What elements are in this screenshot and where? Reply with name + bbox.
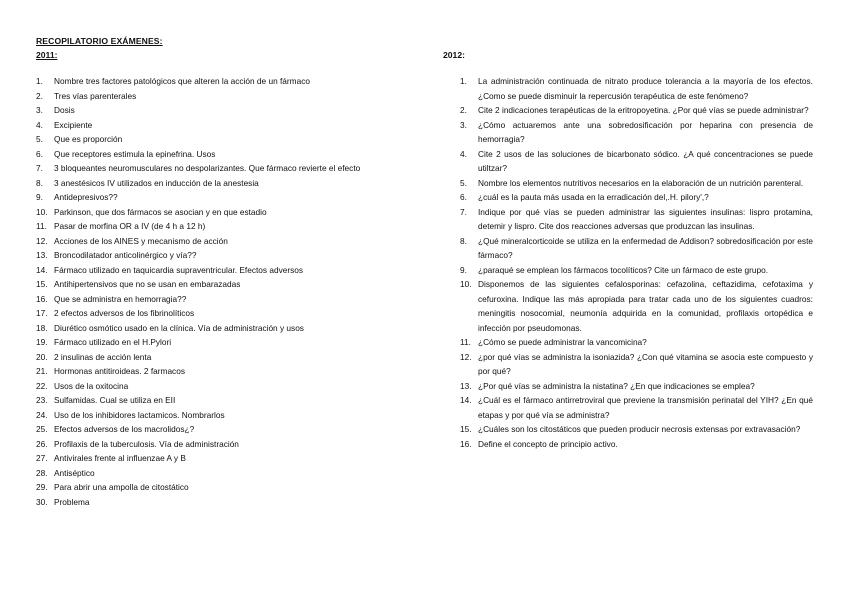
question-number: 23. <box>36 395 48 405</box>
question-number: 16. <box>460 438 472 449</box>
question-text: Que se administra en hemorragia?? <box>54 293 187 304</box>
question-text: 2 insulinas de acción lenta <box>54 351 152 362</box>
question-item <box>443 205 813 234</box>
question-number: 2. <box>36 90 43 101</box>
question-item <box>443 74 813 103</box>
question-item <box>36 480 416 495</box>
question-item <box>36 306 416 321</box>
question-text: Acciones de los AINES y mecanismo de acción <box>54 235 228 246</box>
question-item <box>36 335 416 350</box>
question-text: Antidepresivos?? <box>54 192 118 202</box>
question-number: 24. <box>36 409 48 420</box>
question-number: 19. <box>36 337 48 347</box>
question-text: Hormonas antitiroideas. 2 farmacos <box>54 366 185 376</box>
question-text: ¿Cómo se puede administrar la vancomicina? <box>478 337 647 347</box>
question-number: 29. <box>36 482 48 492</box>
question-item <box>443 103 813 118</box>
question-number: 22. <box>36 380 48 391</box>
question-number: 25. <box>36 424 48 434</box>
question-number: 9. <box>460 264 467 275</box>
question-text: Fármaco utilizado en taquicardia supraventricular. Efectos adversos <box>54 264 304 275</box>
question-text: Excipiente <box>54 119 93 130</box>
question-item <box>443 379 813 394</box>
question-number: 26. <box>36 438 48 449</box>
question-number: 5. <box>36 134 43 144</box>
question-text: Parkinson, que dos fármacos se asocian y en que estadio <box>54 206 267 217</box>
question-item <box>36 422 416 437</box>
question-item <box>36 393 416 408</box>
question-number: 3. <box>460 119 467 130</box>
question-text: Tres vías parenterales <box>54 90 137 101</box>
question-text: ¿cuál es la pauta más usada en la erradicación del,.H. pilory',? <box>478 192 709 202</box>
question-item <box>36 234 416 249</box>
question-number: 11. <box>460 337 471 347</box>
question-text: ¿Cómo actuaremos ante una sobredosificación por heparina con presencia de hemorragia? <box>478 119 813 144</box>
question-item <box>36 74 416 89</box>
question-number: 21. <box>36 366 48 376</box>
question-item <box>36 277 416 292</box>
question-item <box>36 118 416 133</box>
year-heading-2012: 2012: <box>443 50 465 60</box>
question-number: 10. <box>460 279 472 289</box>
question-number: 10. <box>36 206 48 217</box>
question-item <box>443 263 813 278</box>
question-text: Profilaxis de la tuberculosis. Vía de administración <box>54 438 239 449</box>
question-number: 14. <box>36 264 48 275</box>
question-text: Disponemos de las siguientes cefalosporinas: cefazolina, ceftazidima, cefotaxima y cefuroxina. Indique las más apropiada para tratar cada uno de los siguientes cuadros: meningitis nosocomial, neumonía adquirida en la comunidad, profilaxis ortopédica e infección por pseudomonas. <box>478 279 813 333</box>
question-item <box>443 422 813 437</box>
question-number: 18. <box>36 322 48 333</box>
question-item <box>443 393 813 422</box>
question-item <box>36 451 416 466</box>
question-number: 12. <box>460 351 472 362</box>
question-text: Usos de la oxitocina <box>54 380 129 391</box>
question-text: Cite 2 indicaciones terapéuticas de la eritropoyetina. ¿Por qué vías se puede administrar? <box>478 105 809 115</box>
question-item <box>36 103 416 118</box>
question-text: ¿Cuál es el fármaco antirretroviral que previene la transmisión perinatal del YIH? ¿En qué etapas y por qué vía se administra? <box>478 395 813 420</box>
question-text: Dosis <box>54 105 75 115</box>
question-text: Que es proporción <box>54 134 123 144</box>
question-item <box>36 147 416 162</box>
year-heading-2011: 2011: <box>36 50 58 60</box>
question-item <box>443 234 813 263</box>
question-text: Diurético osmótico usado en la clínica. Vía de administración y usos <box>54 322 304 333</box>
question-text: Para abrir una ampolla de citostático <box>54 482 189 492</box>
question-text: 3 anestésicos IV utilizados en inducción de la anestesia <box>54 177 259 188</box>
question-number: 20. <box>36 351 48 362</box>
question-number: 8. <box>36 177 43 188</box>
question-item <box>36 132 416 147</box>
question-number: 15. <box>36 279 48 289</box>
question-list-2011 <box>36 74 416 509</box>
question-text: 2 efectos adversos de los fibrinolíticos <box>54 308 195 318</box>
question-item <box>36 263 416 278</box>
question-item <box>443 147 813 176</box>
question-number: 12. <box>36 235 48 246</box>
question-list-2012 <box>443 74 813 451</box>
question-item <box>36 205 416 220</box>
question-number: 13. <box>460 380 472 391</box>
question-text: Cite 2 usos de las soluciones de bicarbonato sódico. ¿A qué concentraciones se puede utiltzar? <box>478 148 813 173</box>
question-text: Pasar de morfina OR a IV (de 4 h a 12 h) <box>54 221 206 231</box>
question-text: ¿Qué mineralcorticoide se utiliza en la enfermedad de Addison? sobredosificación por este fármaco? <box>478 235 813 260</box>
question-number: 2. <box>460 105 467 115</box>
question-item <box>36 466 416 481</box>
question-item <box>36 379 416 394</box>
question-text: Antivirales frente al influenzae A y B <box>54 453 186 463</box>
question-text: Fármaco utilizado en el H.Pylori <box>54 337 172 347</box>
question-text: Antiséptico <box>54 467 95 478</box>
column-2011 <box>36 50 416 509</box>
question-text: Define el concepto de principio activo. <box>478 438 618 449</box>
question-text: Problema <box>54 496 90 507</box>
question-text: Uso de los inhibidores lactamicos. Nombrarlos <box>54 409 225 420</box>
question-number: 1. <box>36 76 43 86</box>
question-item <box>443 118 813 147</box>
question-item <box>36 219 416 234</box>
question-text: ¿paraqué se emplean los fármacos tocolíticos? Cite un fármaco de este grupo. <box>478 264 769 275</box>
question-item <box>443 190 813 205</box>
question-number: 16. <box>36 293 48 304</box>
question-item <box>36 190 416 205</box>
question-number: 6. <box>460 192 467 202</box>
question-number: 13. <box>36 250 48 260</box>
question-item <box>443 335 813 350</box>
question-text: ¿por qué vías se administra la isoniazida? ¿Con qué vitamina se asocia este compuesto y por qué? <box>478 351 813 376</box>
question-number: 1. <box>460 76 467 86</box>
question-number: 5. <box>460 177 467 188</box>
question-item <box>443 350 813 379</box>
question-text: Nombre los elementos nutritivos necesarios en la elaboración de un nutrición parenteral. <box>478 177 804 188</box>
question-item <box>36 176 416 191</box>
question-number: 17. <box>36 308 48 318</box>
question-text: 3 bloqueantes neuromusculares no despolarizantes. Que fármaco revierte el efecto <box>54 163 361 173</box>
question-item <box>36 495 416 510</box>
question-text: Que receptores estimula la epinefrina. Usos <box>54 148 216 159</box>
question-text: ¿Cuáles son los citostáticos que pueden producir necrosis extensas por extravasación? <box>478 424 801 434</box>
question-item <box>36 350 416 365</box>
question-number: 15. <box>460 424 472 434</box>
question-number: 14. <box>460 395 472 405</box>
question-item <box>36 248 416 263</box>
question-text: ¿Por qué vías se administra la nistatina? ¿En que indicaciones se emplea? <box>478 380 755 391</box>
question-item <box>443 277 813 335</box>
question-item <box>443 176 813 191</box>
question-number: 6. <box>36 148 43 159</box>
question-item <box>36 161 416 176</box>
question-number: 9. <box>36 192 43 202</box>
question-text: Antihipertensivos que no se usan en embarazadas <box>54 279 241 289</box>
question-text: La administración continuada de nitrato produce tolerancia a la mayoría de los efectos. ¿Como se puede disminuir la repercusión terapéutica de este fenómeno? <box>478 76 813 101</box>
question-item <box>36 292 416 307</box>
question-number: 30. <box>36 496 48 507</box>
question-text: Nombre tres factores patológicos que alteren la acción de un fármaco <box>54 76 310 86</box>
page-title: RECOPILATORIO EXÁMENES: <box>36 36 163 46</box>
question-item <box>443 437 813 452</box>
question-item <box>36 321 416 336</box>
question-text: Broncodilatador anticolinérgico y vía?? <box>54 250 197 260</box>
question-item <box>36 89 416 104</box>
question-item <box>36 437 416 452</box>
question-item <box>36 408 416 423</box>
question-text: Sulfamidas. Cual se utiliza en EII <box>54 395 176 405</box>
question-number: 8. <box>460 235 467 246</box>
column-2012 <box>443 50 813 451</box>
question-number: 28. <box>36 467 48 478</box>
question-number: 7. <box>460 206 467 217</box>
question-number: 4. <box>36 119 43 130</box>
question-text: Efectos adversos de los macrolidos¿? <box>54 424 195 434</box>
question-number: 3. <box>36 105 43 115</box>
question-item <box>36 364 416 379</box>
question-number: 4. <box>460 148 467 159</box>
question-text: Indique por qué vías se pueden administrar las siguientes insulinas: lispro protamina, detemir y lispro. Cite dos reacciones adversas que produzcan las insulinas. <box>478 206 813 231</box>
question-number: 11. <box>36 221 47 231</box>
question-number: 27. <box>36 453 48 463</box>
question-number: 7. <box>36 163 43 173</box>
